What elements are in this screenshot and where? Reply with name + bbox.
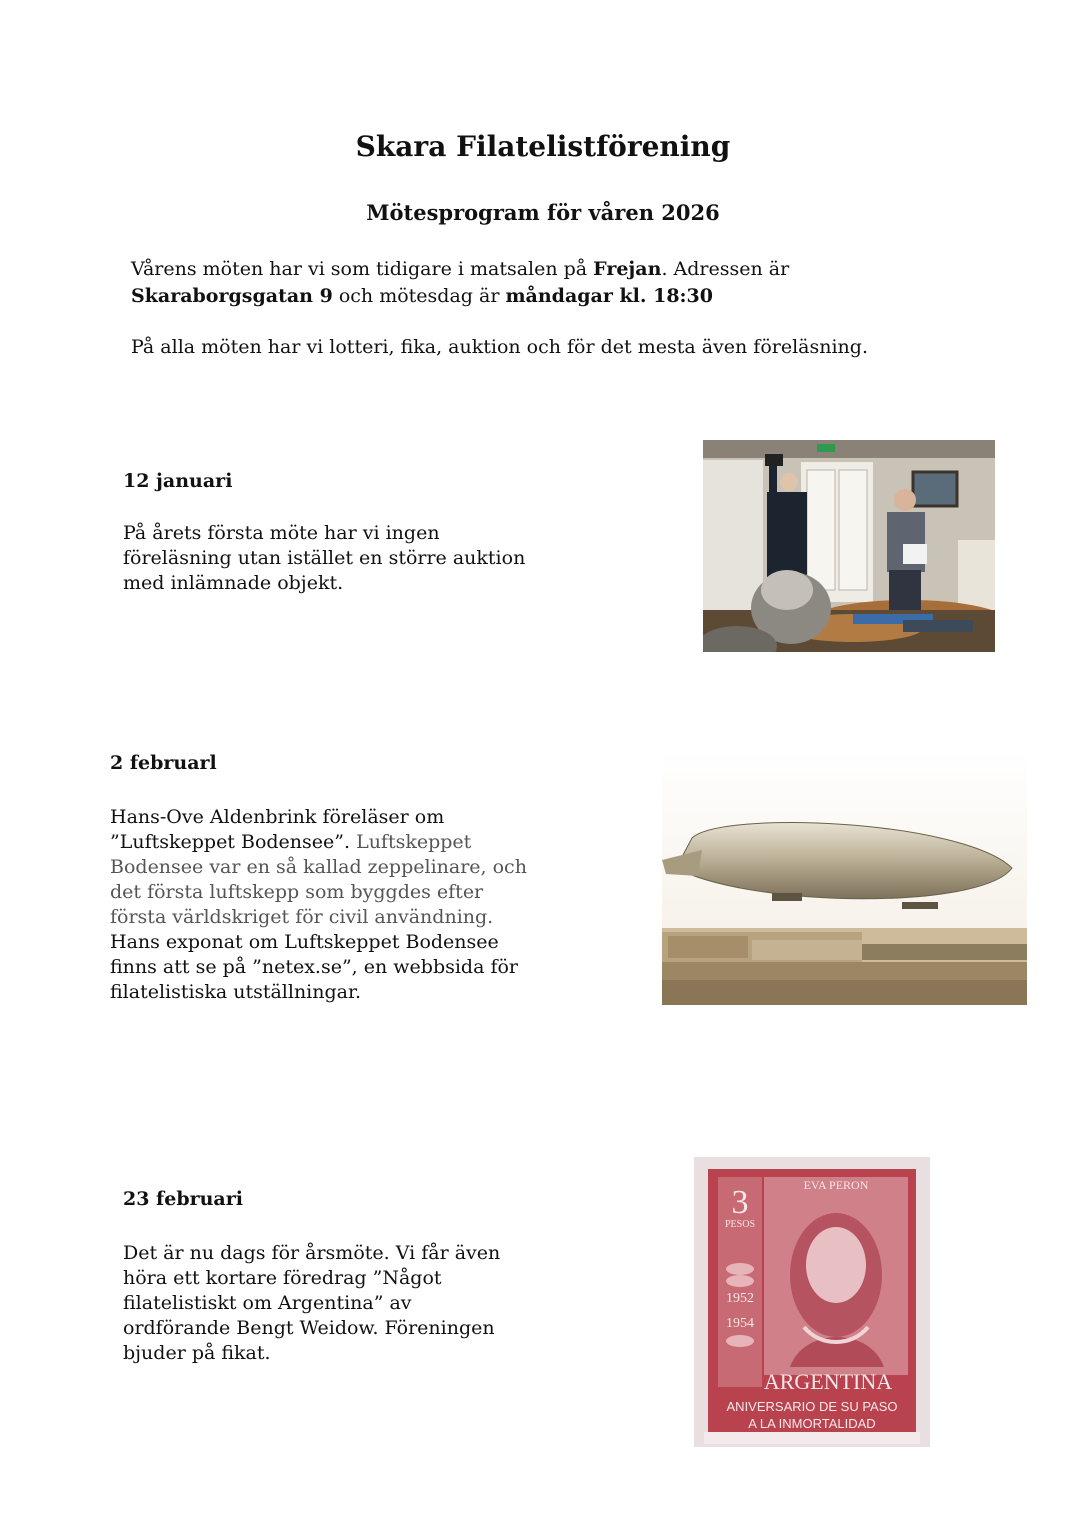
text-line-muted: det första luftskepp som byggdes efter [110, 881, 484, 903]
stamp-caption-2: A LA INMORTALIDAD [748, 1416, 876, 1431]
text-line: filatelistiska utställningar. [110, 981, 362, 1003]
meeting-description-3 [123, 1241, 500, 1366]
meeting-time: måndagar kl. 18:30 [505, 285, 713, 307]
intro-text: Vårens möten har vi som tidigare i matsalen på [131, 258, 594, 280]
text-line: med inlämnade objekt. [123, 572, 344, 594]
stamp-year-2: 1954 [726, 1316, 754, 1331]
text-line: Hans-Ove Aldenbrink föreläser om [110, 806, 445, 828]
stamp-year-1: 1952 [726, 1291, 754, 1306]
stamp-name: EVA PERON [803, 1178, 869, 1192]
meeting-description-1 [123, 521, 525, 596]
text-line: bjuder på fikat. [123, 1342, 271, 1364]
text-line: filatelistiskt om Argentina” av [123, 1292, 412, 1314]
text-line: Det är nu dags för årsmöte. Vi får även [123, 1242, 501, 1264]
auction-photo [703, 440, 995, 652]
stamp-value: 3 [731, 1184, 749, 1221]
stamp-currency: PESOS [724, 1219, 756, 1230]
zeppelin-photo [662, 750, 1027, 1005]
text-line: Hans exponat om Luftskeppet Bodensee [110, 931, 499, 953]
text-line: föreläsning utan istället en större auktion [123, 547, 526, 569]
text-line: finns att se på ”netex.se”, en webbsida för [110, 956, 519, 978]
text-line-muted: Bodensee var en så kallad zeppelinare, och [110, 856, 527, 878]
intro-paragraph-2: På alla möten har vi lotteri, fika, auktion och för det mesta även föreläsning. [131, 336, 868, 358]
intro-text: och mötesdag är [332, 285, 506, 307]
text-line: På årets första möte har vi ingen [123, 522, 440, 544]
meeting-date-1: 12 januari [123, 470, 233, 492]
text-line-muted: Luftskeppet [356, 831, 472, 853]
text-line: ordförande Bengt Weidow. Föreningen [123, 1317, 495, 1339]
intro-paragraph [131, 256, 961, 310]
document-subtitle: Mötesprogram för våren 2026 [366, 200, 720, 225]
meeting-date-2: 2 februarl [110, 752, 217, 774]
meeting-date-3: 23 februari [123, 1188, 243, 1210]
text-line: ”Luftskeppet Bodensee”. [110, 831, 357, 853]
stamp-caption-1: ANIVERSARIO DE SU PASO [726, 1399, 898, 1414]
text-line: höra ett kortare föredrag ”Något [123, 1267, 442, 1289]
document-title: Skara Filatelistförening [355, 130, 731, 163]
venue-name: Frejan [593, 258, 662, 280]
meeting-description-2 [110, 805, 527, 1005]
argentina-stamp-image [694, 1157, 930, 1447]
stamp-country: ARGENTINA [763, 1369, 893, 1394]
intro-text: . Adressen är [661, 258, 790, 280]
text-line-muted: första världskriget för civil användning. [110, 906, 494, 928]
address: Skaraborgsgatan 9 [131, 285, 333, 307]
